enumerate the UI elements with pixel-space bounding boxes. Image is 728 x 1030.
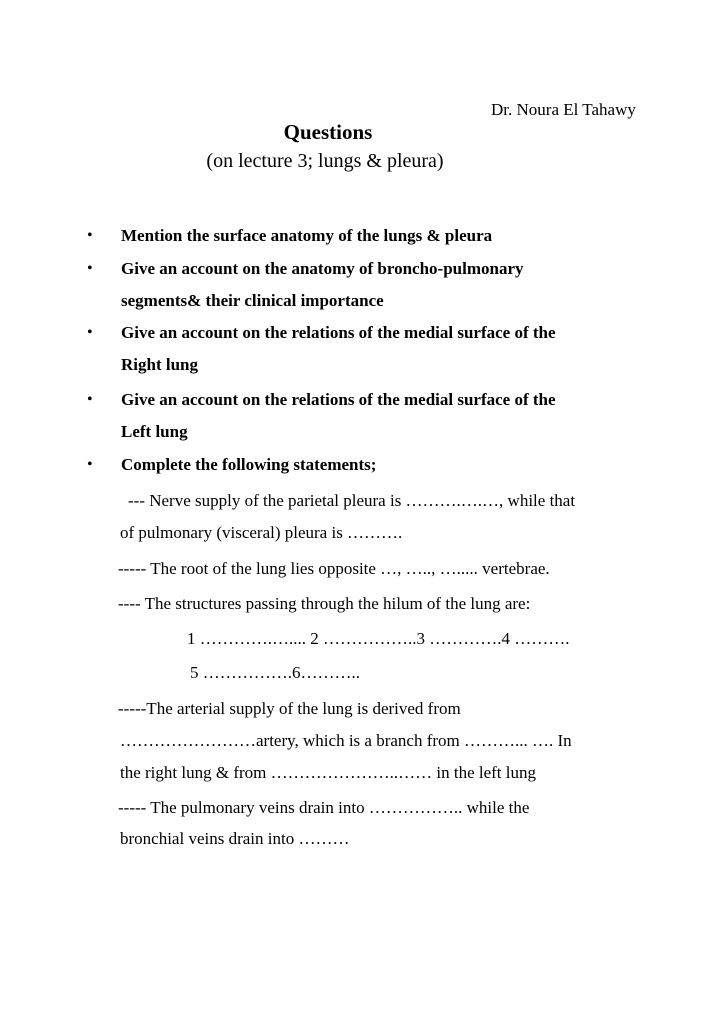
question-3-line-2: Right lung: [121, 355, 198, 374]
question-4-line-2: Left lung: [121, 422, 188, 441]
statement-line-11: bronchial veins drain into ………: [120, 829, 350, 848]
bullet-icon: •: [87, 260, 93, 277]
page-subtitle: (on lecture 3; lungs & pleura): [206, 150, 444, 172]
bullet-icon: •: [87, 391, 93, 408]
statement-line-4: ---- The structures passing through the hilum of the lung are:: [118, 594, 531, 613]
statement-line-8: ……………………artery, which is a branch from ………... …. In: [120, 731, 572, 750]
statement-line-7: -----The arterial supply of the lung is derived from: [118, 699, 461, 718]
question-1-line-1: Mention the surface anatomy of the lungs & pleura: [121, 226, 493, 245]
question-2-line-2: segments& their clinical importance: [121, 291, 384, 310]
question-3-line-1: Give an account on the relations of the medial surface of the: [121, 323, 556, 342]
statement-line-9: the right lung & from …………………..…… in the left lung: [120, 763, 536, 782]
bullet-icon: •: [87, 324, 93, 341]
question-5-line-1: Complete the following statements;: [121, 455, 377, 474]
statement-line-5: 1 ………….….... 2 ……………..3 ………….4 ……….: [187, 629, 570, 648]
statement-line-10: ----- The pulmonary veins drain into …………….. while the: [118, 798, 530, 817]
question-2-line-1: Give an account on the anatomy of broncho-pulmonary: [121, 259, 524, 278]
statement-line-3: ----- The root of the lung lies opposite …, ….., …..... vertebrae.: [118, 559, 550, 578]
author-name: Dr. Noura El Tahawy: [491, 100, 636, 119]
question-4-line-1: Give an account on the relations of the medial surface of the: [121, 390, 556, 409]
bullet-icon: •: [87, 456, 93, 473]
statement-line-6: 5 …………….6………..: [190, 663, 360, 682]
bullet-icon: •: [87, 227, 93, 244]
statement-line-2: of pulmonary (visceral) pleura is ……….: [120, 523, 403, 542]
page-title: Questions: [283, 120, 373, 144]
statement-line-1: --- Nerve supply of the parietal pleura is ……….….…, while that: [128, 491, 576, 510]
